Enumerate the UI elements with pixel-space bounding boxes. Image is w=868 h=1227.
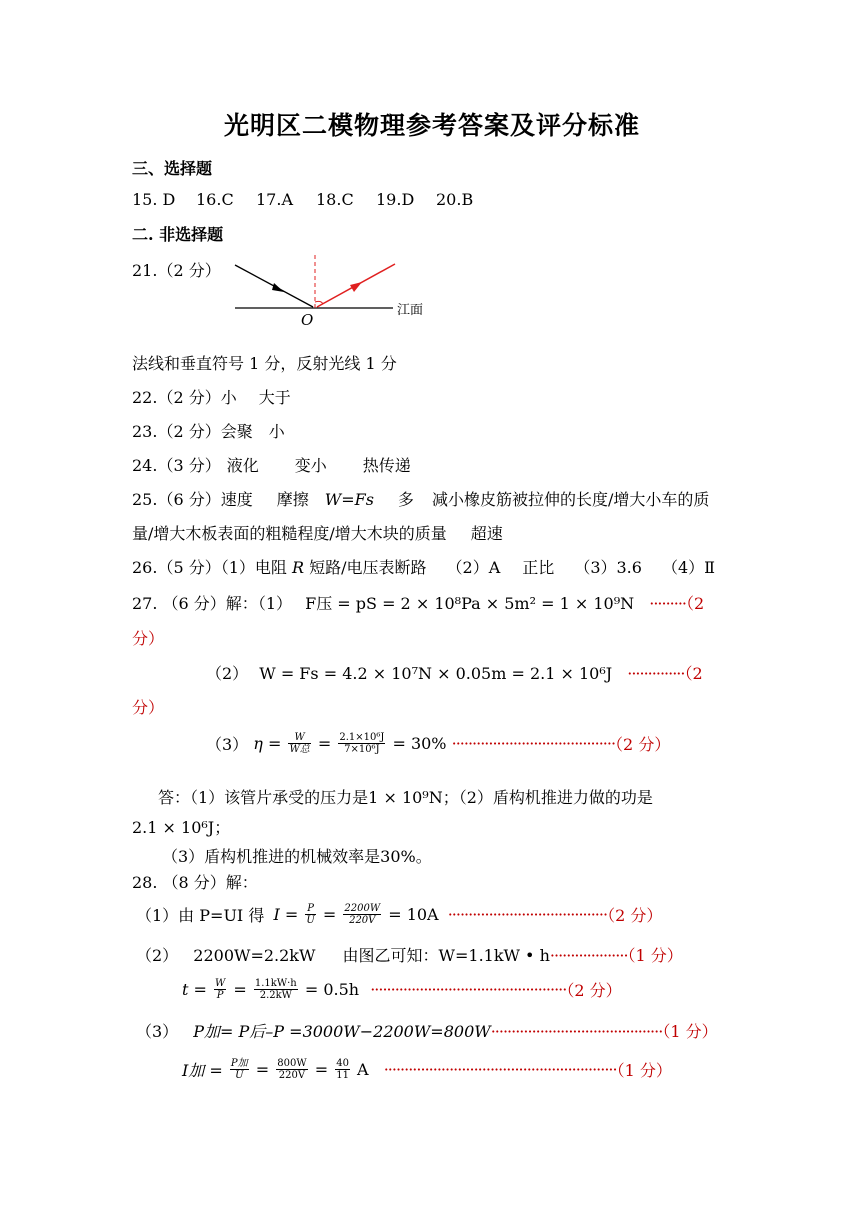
q24-head: 24.（3 分）	[132, 456, 221, 475]
q21-note: 法线和垂直符号 1 分，反射光线 1 分	[132, 354, 397, 373]
q28-line2	[136, 943, 683, 966]
q28-step3-score: （1 分）	[662, 1022, 718, 1041]
q27-answer-line2: 2.1 × 10⁶J；	[132, 818, 231, 837]
q25-line2	[132, 521, 503, 544]
q23-head: 23.（2 分）	[132, 422, 221, 441]
q28-step1-label: （1）由 P=UI 得	[136, 906, 265, 925]
q26-part4: （4）Ⅱ	[661, 558, 716, 577]
q28-step2-text2: 由图乙可知：W=1.1kW • h	[342, 946, 550, 965]
point-label: O	[301, 311, 314, 329]
q28-step3-label: （3）	[136, 1022, 179, 1041]
q28-line1: （1）由 P=UI 得 I = $\frac{P}{U}$ = $\frac{2200W}{220V}$ = 10A ·······································（2 分）	[136, 903, 663, 926]
q24-answer-b: 变小	[294, 456, 327, 475]
q27-step1-formula: F压 = pS = 2 × 10⁸Pa × 5m² = 1 × 10⁹N	[305, 594, 635, 613]
q26-resistor-symbol: R	[292, 558, 305, 577]
q28-step2-label: （2）	[136, 946, 179, 965]
q25-answer-c: 多	[397, 490, 414, 509]
mc-answer: 19.D	[376, 190, 415, 209]
score-leader: ················································	[370, 980, 567, 999]
q25-head: 25.（6 分）	[132, 490, 221, 509]
fraction-numerator: 800W	[277, 1058, 307, 1069]
q27-head: 27. （6 分）解：	[132, 594, 258, 613]
q24-answer-a: 液化	[226, 456, 259, 475]
q23-answer-a: 会聚	[220, 422, 253, 441]
q21-head: 21.（2 分）	[132, 261, 221, 280]
q23-answer-b: 小	[268, 422, 285, 441]
q27-line2	[206, 661, 703, 684]
fraction-denominator: 7×10⁶J	[344, 744, 380, 755]
fraction-numerator: P	[307, 903, 314, 914]
fraction-denominator: W总	[289, 744, 310, 755]
q27-step1-score-cont: 分）	[132, 629, 165, 648]
q27-step2-formula: W = Fs = 4.2 × 10⁷N × 0.05m = 2.1 × 10⁶J	[259, 664, 613, 683]
q28-step3-text: P加= P后–P =3000W−2200W=800W	[193, 1022, 491, 1041]
q23-line	[132, 419, 285, 442]
q28-fraction-padd-u	[230, 1058, 249, 1081]
q28-step2b-score: （2 分）	[566, 981, 622, 1000]
fraction-denominator: U	[306, 915, 315, 926]
q26-part1-answer: 短路/电压表断路	[309, 558, 427, 577]
fraction-numerator: W	[215, 978, 226, 989]
q28-head: 28. （8 分）解：	[132, 873, 258, 892]
q28-step1-result: = 10A	[388, 905, 439, 924]
q28-step1-score: （2 分）	[607, 906, 663, 925]
q22-answer-b: 大于	[258, 388, 291, 407]
score-leader: ·······································	[447, 905, 608, 924]
q28-fraction-w-p	[214, 978, 226, 1001]
q28-fraction-p-u	[305, 903, 315, 926]
q27-step3-result: = 30%	[392, 734, 447, 753]
q24-line	[132, 453, 411, 476]
section-heading-choice: 三、选择题	[132, 159, 213, 178]
fraction-numerator: W	[288, 732, 310, 744]
q28-time-symbol: t =	[182, 980, 207, 999]
q25-answer-cont: 量/增大木板表面的粗糙程度/增大木块的质量	[132, 524, 447, 543]
q28-fraction-result	[335, 1058, 350, 1081]
q27-answer-line1: 答：（1）该管片承受的压力是1 × 10⁹N；（2）盾构机推进力做的功是	[158, 788, 653, 807]
q26-part1: （1）电阻	[220, 558, 287, 577]
q28-unit: A	[357, 1060, 369, 1079]
fraction-numerator: 1.1kW·h	[254, 978, 297, 989]
q22-answer-a: 小	[220, 388, 237, 407]
mc-answer: 20.B	[436, 190, 474, 209]
q27-step2-score-cont: 分）	[132, 698, 165, 717]
q27-step3-label: （3）	[206, 735, 249, 754]
q26-line	[132, 555, 715, 578]
fraction-numerator: 2200W	[344, 903, 381, 914]
q26-part2: （2）A	[446, 558, 501, 577]
score-leader: ········································	[451, 734, 616, 753]
q27-step1-label: （1）	[257, 594, 292, 613]
q28-fraction-time-values	[254, 978, 298, 1001]
q27-answer-line3: （3）盾构机推进的机械效率是30%。	[162, 847, 432, 866]
q24-answer-c: 热传递	[362, 456, 411, 475]
q26-part3: （3）3.6	[574, 558, 642, 577]
q28-line4	[136, 1019, 718, 1042]
q28-line5: I加 = $\frac{\text{P加}}{U}$ = $\frac{800W}{220V}$ = $\frac{40}{11}$ A ·························································（1 分）	[182, 1058, 672, 1081]
q27-step1-score: （2	[686, 594, 705, 613]
fraction-denominator: 11	[336, 1070, 349, 1081]
fraction-numerator: P加	[230, 1058, 248, 1069]
q28-step2-score: （1 分）	[627, 946, 683, 965]
fraction-numerator: 40	[336, 1058, 349, 1069]
score-leader: ··········································	[490, 1022, 663, 1041]
surface-label: 江面	[397, 303, 424, 318]
mc-answer: 16.C	[196, 190, 234, 209]
score-leader: ··············	[627, 664, 685, 683]
fraction-denominator: 2.2kW	[259, 990, 292, 1001]
score-leader: ···················	[549, 946, 628, 965]
q28-step2-text: 2200W=2.2kW	[193, 946, 316, 965]
q22-head: 22.（2 分）	[132, 388, 221, 407]
q28-step2b-result: = 0.5h	[304, 980, 360, 999]
fraction-denominator: 220V	[278, 1070, 306, 1081]
q25-answer-a: 速度	[220, 490, 253, 509]
q25-answer-d: 超速	[470, 524, 503, 543]
q28-current-symbol: I =	[273, 905, 299, 924]
mc-answer: 17.A	[256, 190, 293, 209]
q27-eta: η =	[253, 734, 282, 753]
q26-head: 26.（5 分）	[132, 558, 221, 577]
q25-line1	[132, 487, 709, 510]
fraction-denominator: P	[216, 990, 224, 1001]
q27-step2-score: （2	[684, 664, 703, 683]
reflection-diagram	[225, 250, 445, 330]
q28-fraction-power-values	[276, 1058, 307, 1081]
score-leader: ·························································	[383, 1060, 617, 1079]
fraction-denominator: 220V	[349, 915, 376, 926]
fraction-numerator: 2.1×10⁶J	[339, 732, 385, 743]
score-leader: ·········	[649, 594, 687, 613]
mc-answer: 15. D	[132, 190, 176, 209]
reflected-arrow-icon	[350, 282, 362, 292]
incident-arrow-icon	[272, 283, 284, 292]
q28-fraction-values	[343, 903, 381, 926]
q27-fraction-w-wtotal	[288, 732, 310, 755]
q25-answer-b: 摩擦	[276, 490, 309, 509]
q28-added-current-symbol: I加 =	[182, 1061, 223, 1080]
q28-step3b-score: （1 分）	[616, 1061, 672, 1080]
q26-part2-answer: 正比	[522, 558, 555, 577]
q25-answer-tail: 减小橡皮筋被拉伸的长度/增大小车的质	[431, 490, 710, 509]
page-title: 光明区二模物理参考答案及评分标准	[224, 111, 641, 140]
q27-fraction-values	[338, 732, 385, 755]
q27-line3: （3） η = $\frac{W}{\text{W总}}$ = $\frac{\text{2.1×10⁶J}}{\text{7×10⁶J}}$ = 30% ········································（2 分）	[206, 732, 671, 755]
section-heading-nonchoice: 二. 非选择题	[132, 225, 224, 244]
fraction-denominator: U	[235, 1070, 244, 1081]
q27-step3-score: （2 分）	[615, 735, 671, 754]
q27-line1	[132, 591, 704, 614]
q28-line3: t = $\frac{W}{P}$ = $\frac{1.1kW\cdot h}{2.2kW}$ = 0.5h ················································（2 分）	[182, 978, 622, 1001]
mc-answer: 18.C	[316, 190, 354, 209]
q25-formula: W=Fs	[324, 490, 374, 509]
q22-line	[132, 385, 291, 408]
q27-step2-label: （2）	[206, 664, 249, 683]
